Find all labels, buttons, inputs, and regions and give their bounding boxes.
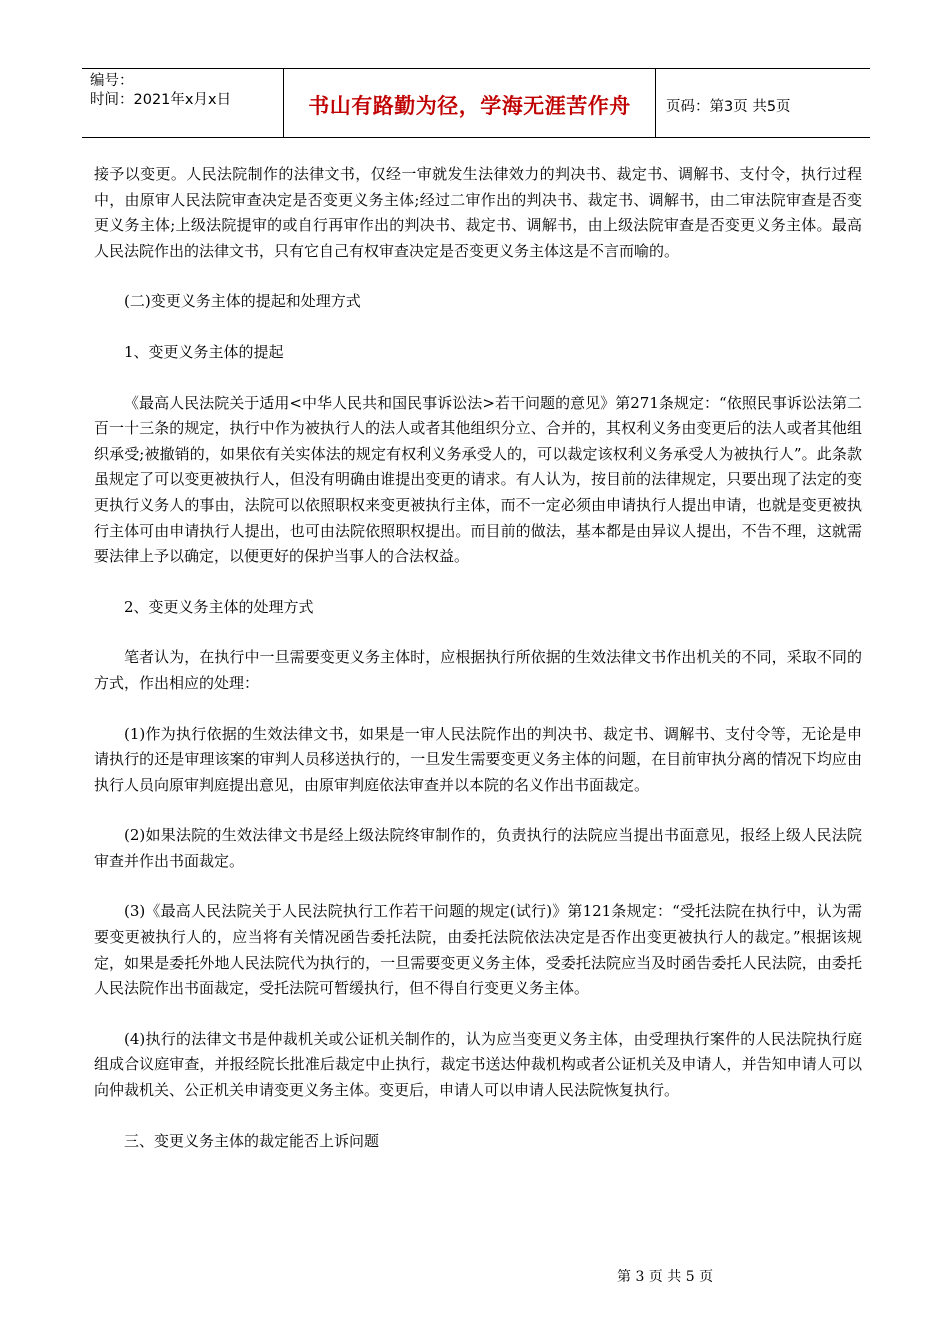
paragraph: (3)《最高人民法院关于人民法院执行工作若干问题的规定(试行)》第121条规定：“受托法院在执行中，认为需要变更被执行人的，应当将有关情况函告委托法院，由委托法院依法决定是否作出变更被执行人的裁定。”根据该规定，如果是委托外地人民法院代为执行的，一旦需要变更义务主体，受委托法院应当及时函告委托人民法院，由委托人民法院作出书面裁定，受托法院可暂缓执行，但不得自行变更义务主体。 <box>94 902 862 998</box>
number-label: 编号： <box>90 73 134 89</box>
subsection-heading: 2、变更义务主体的处理方式 <box>124 597 314 616</box>
paragraph: (2)如果法院的生效法律文书是经上级法院终审制作的，负责执行的法院应当提出书面意见，报经上级人民法院审查并作出书面裁定。 <box>94 826 862 870</box>
header-page-info: 页码：第3页 共5页 <box>666 98 791 115</box>
paragraph: 接予以变更。人民法院制作的法律文书，仅经一审就发生法律效力的判决书、裁定书、调解书、支付令，执行过程中，由原审人民法院审查决定是否变更义务主体;经过二审作出的判决书、裁定书、调解书，由二审法院审查是否变更义务主体;上级法院提审的或自行再审作出的判决书、裁定书、调解书，由上级法院审查是否变更义务主体。最高人民法院作出的法律文书，只有它自己有权审查决定是否变更义务主体这是不言而喻的。 <box>94 165 862 260</box>
page-number: 第 3 页 共 5 页 <box>617 1269 714 1285</box>
section-heading: 三、变更义务主体的裁定能否上诉问题 <box>124 1131 380 1150</box>
paragraph: 《最高人民法院关于适用<中华人民共和国民事诉讼法>若干问题的意见》第271条规定：“依照民事诉讼法第二百一十三条的规定，执行中作为被执行人的法人或者其他组织分立、合并的，其权利义务由变更后的法人或者其他组织承受;被撤销的，如果依有关实体法的规定有权利义务承受人的，可以裁定该权利义务承受人为被执行人”。此条款虽规定了可以变更被执行人，但没有明确由谁提出变更的请求。有人认为，按目前的法律规定，只要出现了法定的变更执行义务人的事由，法院可以依照职权来变更被执行主体，而不一定必须由申请执行人提出申请，也就是变更被执行主体可由申请执行人提出，也可由法院依照职权提出。而目前的做法，基本都是由异议人提出，不告不理，这就需要法律上予以确定，以便更好的保护当事人的合法权益。 <box>94 393 862 566</box>
header-motto: 书山有路勤为径，学海无涯苦作舟 <box>284 69 656 137</box>
paragraph: (1)作为执行依据的生效法律文书，如果是一审人民法院作出的判决书、裁定书、调解书、支付令等，无论是申请执行的还是审理该案的审判人员移送执行的，一旦发生需要变更义务主体的问题，在目前审执分离的情况下均应由执行人员向原审判庭提出意见，由原审判庭依法审查并以本院的名义作出书面裁定。 <box>94 724 862 794</box>
document-body <box>94 162 862 1179</box>
date-label: 时间：2021年x月x日 <box>90 92 232 108</box>
header-meta <box>82 69 284 137</box>
subsection-heading: 1、变更义务主体的提起 <box>124 342 284 361</box>
paragraph: 笔者认为，在执行中一旦需要变更义务主体时，应根据执行所依据的生效法律文书作出机关的不同，采取不同的方式，作出相应的处理： <box>94 648 862 692</box>
section-heading: (二)变更义务主体的提起和处理方式 <box>124 292 361 311</box>
paragraph: (4)执行的法律文书是仲裁机关或公证机关制作的，认为应当变更义务主体，由受理执行案件的人民法院执行庭组成合议庭审查，并报经院长批准后裁定中止执行，裁定书送达仲裁机构或者公证机关及申请人，并告知申请人可以向仲裁机关、公正机关申请变更义务主体。变更后，申请人可以申请人民法院恢复执行。 <box>94 1029 862 1100</box>
page-header <box>82 68 870 138</box>
